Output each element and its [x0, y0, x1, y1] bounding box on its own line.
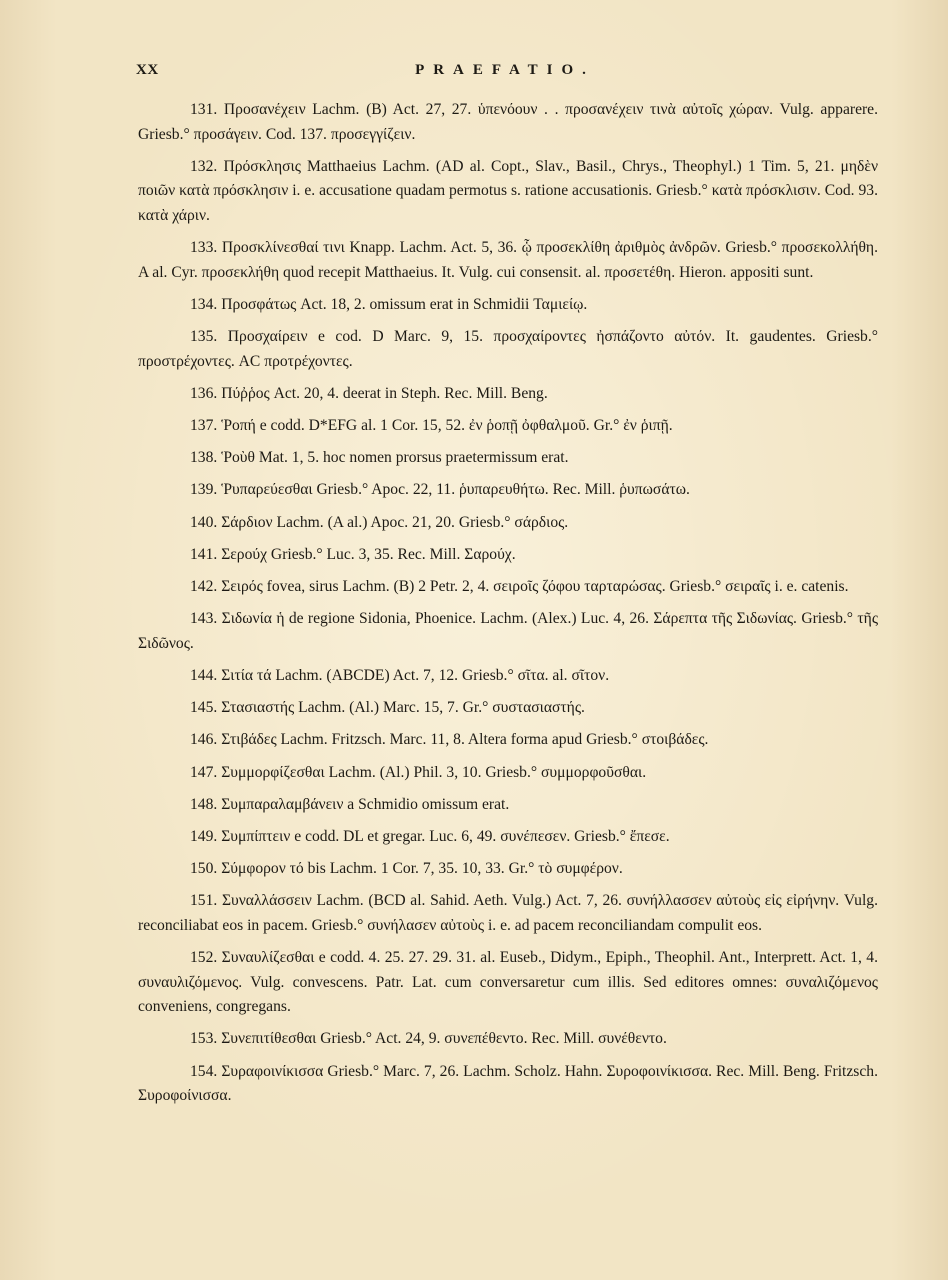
entry-154: 154. Συραφοινίκισσα Griesb.° Marc. 7, 26. Lachm. Scholz. Hahn. Συροφοινίκισσα. Rec. Mill. Beng. Fritzsch. Συροφοίνισσα.: [138, 1062, 878, 1105]
page-number: XX: [136, 62, 159, 78]
entry-153: 153. Συνεπιτίθεσθαι Griesb.° Act. 24, 9. συνεπέθεντο. Rec. Mill. συνέθεντο.: [190, 1030, 667, 1048]
entry-139: 139. Ῥυπαρεύεσθαι Griesb.° Apoc. 22, 11. ῥυπαρευθήτω. Rec. Mill. ῥυπωσάτω.: [190, 481, 690, 499]
entry-131: 131. Προσανέχειν Lachm. (B) Act. 27, 27. ὑπενόουν . . προσανέχειν τινὰ αὐτοῖς χώραν. Vulg. apparere. Griesb.° προσάγειν. Cod. 137. προσεγγίζειν.: [138, 101, 878, 143]
entry-146: 146. Στιβάδες Lachm. Fritzsch. Marc. 11, 8. Altera forma apud Griesb.° στοιβάδες.: [190, 731, 709, 749]
entry-144: 144. Σιτία τά Lachm. (ABCDE) Act. 7, 12. Griesb.° σῖτα. al. σῖτον.: [190, 667, 610, 684]
entry-143: 143. Σιδωνία ἡ de regione Sidonia, Phoenice. Lachm. (Alex.) Luc. 4, 26. Σάρεπτα τῆς Σιδωνίας. Griesb.° τῆς Σιδῶνος.: [138, 610, 878, 652]
lexicon-entries: [138, 98, 878, 1109]
entry-145: 145. Στασιαστής Lachm. (Al.) Marc. 15, 7. Gr.° συστασιαστής.: [190, 699, 585, 717]
entry-149: 149. Συμπίπτειν e codd. DL et gregar. Luc. 6, 49. συνέπεσεν. Griesb.° ἔπεσε.: [190, 827, 670, 845]
entry-152: 152. Συναυλίζεσθαι e codd. 4. 25. 27. 29. 31. al. Euseb., Didym., Epiph., Theophil. Ant., Interprett. Act. 1, 4. συναυλιζόμενος. Vulg. convescens. Patr. Lat. cum conversaretur cum illis. Sed editores omnes: συναλιζόμενος conveniens, congregans.: [138, 949, 878, 1016]
entry-132: 132. Πρόσκλησις Matthaeius Lachm. (AD al. Copt., Slav., Basil., Chrys., Theophyl.) 1 Tim. 5, 21. μηδὲν ποιῶν κατὰ πρόσκλησιν i. e. accusatione quadam permotus s. ratione accusationis. Griesb.° κατὰ πρόσκλισιν. Cod. 93. κατὰ χάριν.: [138, 157, 878, 224]
entry-150: 150. Σύμφορον τό bis Lachm. 1 Cor. 7, 35. 10, 33. Gr.° τὸ συμφέρον.: [190, 860, 623, 878]
entry-141: 141. Σερούχ Griesb.° Luc. 3, 35. Rec. Mill. Σαρούχ.: [190, 545, 516, 563]
entry-137: 137. Ῥοπή e codd. D*EFG al. 1 Cor. 15, 52. ἐν ῥοπῇ ὀφθαλμοῦ. Gr.° ἐν ῥιπῇ.: [190, 417, 673, 435]
entry-148: 148. Συμπαραλαμβάνειν a Schmidio omissum erat.: [190, 795, 510, 813]
entry-136: 136. Πύῤῥος Act. 20, 4. deerat in Steph. Rec. Mill. Beng.: [190, 384, 548, 402]
entry-133: 133. Προσκλίνεσθαί τινι Knapp. Lachm. Act. 5, 36. ᾧ προσεκλίθη ἀριθμὸς ἀνδρῶν. Griesb.° προσεκολλήθη. A al. Cyr. προσεκλήθη quod recepit Matthaeius. It. Vulg. cui consensit. al. προσετέθη. Hieron. appositi sunt.: [138, 239, 878, 281]
entry-138: 138. Ῥοὺθ Mat. 1, 5. hoc nomen prorsus praetermissum erat.: [190, 449, 569, 467]
page-title: PRAEFATIO.: [415, 62, 595, 78]
entry-140: 140. Σάρδιον Lachm. (A al.) Apoc. 21, 20. Griesb.° σάρδιος.: [190, 513, 569, 531]
entry-151: 151. Συναλλάσσειν Lachm. (BCD al. Sahid. Aeth. Vulg.) Act. 7, 26. συνήλλασσεν αὐτοὺς εἰς εἰρήνην. Vulg. reconciliabat eos in pacem. Griesb.° συνήλασεν αὐτοὺς i. e. ad pacem reconciliandam compulit eos.: [138, 892, 878, 934]
entry-135: 135. Προσχαίρειν e cod. D Marc. 9, 15. προσχαίροντες ἠσπάζοντο αὐτόν. It. gaudentes. Griesb.° προστρέχοντες. AC προτρέχοντες.: [138, 328, 878, 370]
entry-147: 147. Συμμορφίζεσθαι Lachm. (Al.) Phil. 3, 10. Griesb.° συμμορφοῦσθαι.: [190, 763, 647, 781]
entry-142: 142. Σειρός fovea, sirus Lachm. (B) 2 Petr. 2, 4. σειροῖς ζόφου ταρταρώσας. Griesb.° σειραῖς i. e. catenis.: [190, 578, 849, 596]
entry-134: 134. Προσφάτως Act. 18, 2. omissum erat in Schmidii Ταμιείῳ.: [190, 295, 588, 313]
running-head: [136, 62, 874, 82]
